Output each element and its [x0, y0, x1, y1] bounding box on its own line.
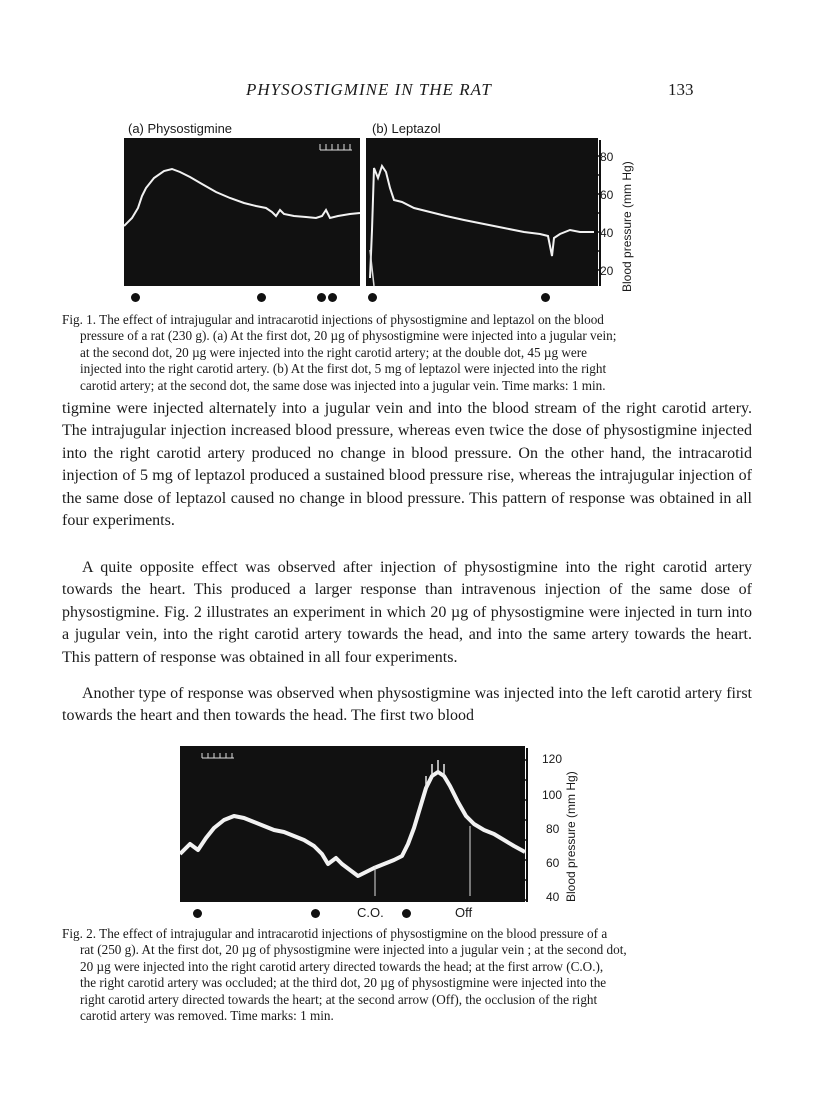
fig1-y-tick-60: 60: [600, 188, 614, 202]
fig1-caption-line: pressure of a rat (230 g). (a) At the first dot, 20 µg of physostigmine were injected into a jugular vein;: [80, 328, 617, 344]
fig1-caption-line: at the second dot, 20 µg were injected into the right carotid artery; at the double dot, 45 µg were: [80, 344, 588, 360]
body-paragraph-1: tigmine were injected alternately into a jugular vein and into the blood stream of the right carotid artery. The intrajugular injection increased blood pressure, whereas even twice the dose of physostigmine injected into the right carotid artery produced no change in blood pressure. On the other hand, the intracarotid injection of 5 mg of leptazol produced a sustained blood pressure rise, whereas the intrajugular injection of the same dose of leptazol caused no change in blood pressure. This pattern of response was obtained in all four experiments.: [62, 400, 752, 530]
fig2-caption-line: 20 µg were injected into the right carotid artery directed towards the head; at the first arrow (C.O.),: [80, 958, 604, 974]
fig1-injection-dot: [131, 293, 140, 302]
fig1-axis-title: Blood pressure (mm Hg): [620, 161, 634, 292]
fig2-marker-co: C.O.: [357, 905, 384, 920]
fig2-y-tick-40: 40: [546, 890, 560, 904]
fig2-marker-off: Off: [455, 905, 473, 920]
fig2-y-tick-80: 80: [546, 822, 560, 836]
fig1-y-tick-80: 80: [600, 150, 614, 164]
fig1-caption-line: carotid artery; at the second dot, the same dose was injected into a jugular vein. Time marks: 1 min.: [80, 377, 606, 393]
fig2-caption-line: right carotid artery directed towards the heart; at the second arrow (Off), the occlusion of the right: [80, 991, 598, 1007]
fig1-panel-b-trace-bg: [366, 138, 598, 286]
body-paragraph-2: A quite opposite effect was observed after injection of physostigmine into the right carotid artery towards the heart. This produced a larger response than intravenous injection of the same dose of physostigmine. Fig. 2 illustrates an experiment in which 20 µg of physostigmine were injected in turn into a jugular vein, into the right carotid artery towards the head, and into the same artery towards the heart. This pattern of response was obtained in all four experiments.: [62, 559, 752, 666]
fig1-y-tick-20: 20: [600, 264, 614, 278]
fig1-panel-a-label: (a) Physostigmine: [128, 121, 233, 136]
fig1-injection-dot: [317, 293, 326, 302]
fig2-injection-dot: [402, 909, 411, 918]
fig1-recording-strip: [124, 138, 604, 288]
fig2-axis-title: Blood pressure (mm Hg): [564, 771, 578, 902]
fig1-caption-line: injected into the right carotid artery. (b) At the first dot, 5 mg of leptazol were injected into the right: [80, 361, 607, 377]
fig2-caption: [62, 926, 752, 1024]
fig1-caption-line: Fig. 1. The effect of intrajugular and intracarotid injections of physostigmine and leptazol on the blood: [62, 312, 604, 327]
fig2-caption-line: Fig. 2. The effect of intrajugular and intracarotid injections of physostigmine on the blood pressure of a: [62, 926, 608, 941]
body-paragraph-3: Another type of response was observed when physostigmine was injected into the left carotid artery first towards the heart and then towards the head. The first two blood: [62, 685, 752, 725]
fig2-caption-line: carotid artery was removed. Time marks: 1 min.: [80, 1008, 334, 1024]
fig2-recording-strip: [180, 746, 540, 904]
fig1-injection-dot: [328, 293, 337, 302]
fig1-y-tick-40: 40: [600, 226, 614, 240]
fig2-y-tick-100: 100: [542, 788, 563, 802]
fig2-caption-line: the right carotid artery was occluded; at the third dot, 20 µg of physostigmine were injected into the: [80, 975, 607, 991]
fig2-caption-line: rat (250 g). At the first dot, 20 µg of physostigmine were injected into a jugular vein ; at the second dot,: [80, 942, 627, 958]
fig2-injection-dot: [311, 909, 320, 918]
fig2-y-tick-60: 60: [546, 856, 560, 870]
fig1-injection-dot: [257, 293, 266, 302]
page-number: 133: [668, 80, 694, 99]
fig1-injection-dot: [541, 293, 550, 302]
fig1-caption: [62, 312, 752, 394]
fig1-injection-dot: [368, 293, 377, 302]
running-header-title: PHYSOSTIGMINE IN THE RAT: [246, 80, 492, 99]
fig2-injection-dot: [193, 909, 202, 918]
fig2-y-tick-120: 120: [542, 752, 563, 766]
fig1-panel-b-label: (b) Leptazol: [372, 121, 441, 136]
